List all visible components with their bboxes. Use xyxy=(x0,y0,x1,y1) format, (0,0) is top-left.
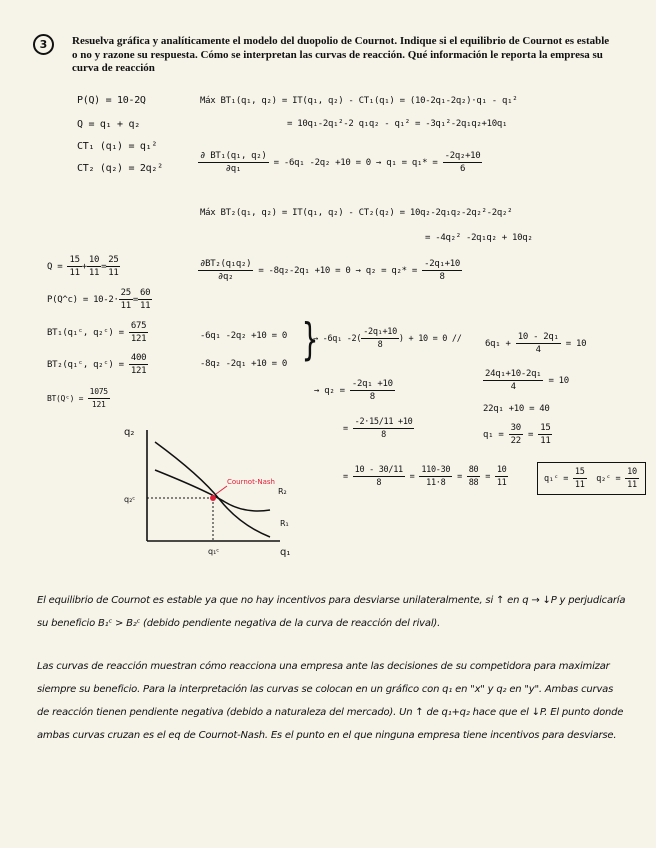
brace: } xyxy=(301,314,319,365)
total-quantity-result: Q = $\frac{15}{11}$ + $\frac{10}{11}$ = $\frac{25}{11}$ xyxy=(47,255,119,278)
r1-label: R₁ xyxy=(280,519,289,528)
p-a-num: 25 xyxy=(120,288,131,298)
cost-firm-1: CT₁ (q₁) = q₁² xyxy=(77,141,158,152)
q2-c2-num: 110-30 xyxy=(421,465,451,475)
q2-b-eq: = xyxy=(343,424,348,434)
q2-c4-num: 10 xyxy=(496,465,507,475)
substitution xyxy=(313,326,462,351)
question-text: Resuelva gráfica y analíticamente el modelo del duopolio de Cournot. Indique si el equilibrio de Cournot es estable o no y razone su respuesta. Cómo se interpretan las curvas de reacción. Qué información le reporta la empresa su curva de reacción xyxy=(72,35,610,74)
p-lhs: P(Q^c) = 10-2· xyxy=(47,295,119,305)
stability-paragraph: El equilibrio de Cournot es estable ya que no hay incentivos para desviarse unilateralmente, si ↑ en q → ↓P y perjudicaría su beneficio B₁ᶜ > B₂ᶜ (debido pendiente negativa de la curva de reacción del rival). xyxy=(37,595,626,629)
q2-c2-eq: = xyxy=(409,472,415,482)
q2-c3-num: 80 xyxy=(468,465,479,475)
sub-rest: ) + 10 = 0 // xyxy=(398,334,462,344)
bt2-num: 400 xyxy=(130,353,147,363)
sub-den: 8 xyxy=(377,340,383,350)
bt1-num: 675 xyxy=(130,321,147,331)
eq-q2-label: q₂ᶜ xyxy=(124,495,136,504)
price-result: P(Q^c) = 10-2· $\frac{25}{11}$ = $\frac{60}{11}$ xyxy=(47,288,151,311)
r1-rhs: = 10 xyxy=(565,339,587,349)
x-axis-label: q₁ xyxy=(280,547,291,558)
firm2-deriv-den: ∂q₂ xyxy=(217,272,234,282)
q2-c2-den: 11·8 xyxy=(426,478,446,488)
q2-a-den: 8 xyxy=(369,392,375,402)
solve-step-4 xyxy=(483,422,552,447)
q2-c3-eq: = xyxy=(457,472,462,482)
profit-total-result xyxy=(47,386,110,411)
answer-q1-den: 11 xyxy=(574,480,585,490)
q-b-den: 11 xyxy=(88,268,100,278)
question-number: 3 xyxy=(33,34,54,55)
q2-b-den: 8 xyxy=(381,430,386,440)
bt1-lhs: BT₁(q₁ᶜ, q₂ᶜ) = xyxy=(47,328,124,338)
r1-lhs: 6q₁ + xyxy=(485,339,511,349)
r2-rhs: = 10 xyxy=(548,376,569,386)
sub-lhs: → -6q₁ -2( xyxy=(313,334,362,344)
firm2-react-den: 8 xyxy=(439,272,445,282)
q2-b-num: -2·15/11 +10 xyxy=(354,417,413,427)
firm1-profit-expanded: = 10q₁-2q₁²-2 q₁q₂ - q₁² = -3q₁²-2q₁q₂+10q₁ xyxy=(287,119,508,129)
bt-num: 1075 xyxy=(88,386,110,399)
q2-c-eq: = xyxy=(343,472,348,482)
demand-function: P(Q) = 10-2Q xyxy=(77,95,146,106)
firm1-deriv-num: ∂ BT₁(q₁, q₂) xyxy=(200,151,267,161)
q2-a-num: -2q₁ +10 xyxy=(351,379,393,389)
answer-q2-den: 11 xyxy=(627,480,637,490)
profit-firm2-result xyxy=(47,352,148,377)
p-a-den: 11 xyxy=(120,301,131,311)
bt1-den: 121 xyxy=(130,334,147,344)
q2-lhs: → q₂ = xyxy=(314,386,345,396)
bt2-lhs: BT₂(q₁ᶜ, q₂ᶜ) = xyxy=(47,360,124,370)
bt-lhs: BT(Qᶜ) = xyxy=(47,394,84,403)
firm1-max-profit: Máx BT₁(q₁, q₂) = IT(q₁, q₂) - CT₁(q₁) = (10-2q₁-2q₂)·q₁ - q₁² xyxy=(200,96,518,106)
q-c-num: 25 xyxy=(108,255,119,265)
y-axis-label: q₂ xyxy=(124,427,135,438)
firm2-deriv-rest: = -8q₂-2q₁ +10 = 0 → q₂ = q₂* = xyxy=(258,266,417,276)
q2-c3-den: 88 xyxy=(468,478,479,488)
r4-num: 30 xyxy=(510,423,521,433)
q2-step-a xyxy=(314,378,395,403)
reaction-curves-graph xyxy=(110,420,310,570)
firm2-max-profit: Máx BT₂(q₁, q₂) = IT(q₁, q₂) - CT₂(q₂) = 10q₂-2q₁q₂-2q₂²-2q₂² xyxy=(200,208,513,218)
bt2-den: 121 xyxy=(130,366,147,376)
firm2-profit-expanded: = -4q₂² -2q₁q₂ + 10q₂ xyxy=(425,233,533,243)
profit-firm1-result xyxy=(47,320,148,345)
firm1-deriv-rest: = -6q₁ -2q₂ +10 = 0 → q₁ = q₁* = xyxy=(273,158,438,168)
q2-c4-den: 11 xyxy=(496,478,507,488)
cost-firm-2: CT₂ (q₂) = 2q₂² xyxy=(77,163,163,174)
q2-c4-eq: = xyxy=(485,472,491,482)
q2-step-c xyxy=(343,464,508,489)
bt-den: 121 xyxy=(91,400,106,409)
firm1-deriv-den: ∂q₁ xyxy=(225,164,241,174)
r2-num: 24q₁+10-2q₁ xyxy=(485,369,542,379)
r1-den: 4 xyxy=(535,345,541,355)
r4-num2: 15 xyxy=(540,423,551,433)
q2-c-num: 10 - 30/11 xyxy=(354,465,403,475)
sub-num: -2q₁+10 xyxy=(363,327,397,337)
r2-den: 4 xyxy=(510,382,516,392)
firm2-deriv-num: ∂BT₂(q₁q₂) xyxy=(200,259,252,269)
firm2-react-num: -2q₁+10 xyxy=(424,259,460,269)
system-eq2: -8q₂ -2q₁ +10 = 0 xyxy=(200,359,288,369)
firm1-derivative xyxy=(198,150,482,175)
r4-lhs: q₁ = xyxy=(483,430,504,440)
answer-q1-num: 15 xyxy=(574,467,585,477)
interpretation-paragraph: Las curvas de reacción muestran cómo reacciona una empresa ante las decisiones de su competidora para maximizar siempre su beneficio. Para la interpretación las curvas se colocan en un gráfico con q₁ en "x" y q₂ en "y". Ambas curvas de reacción tienen pendiente negativa (debido a naturaleza del mercado). Un ↑ de q₁+q₂ hace que el ↓P. El punto donde ambas curvas cruzan es el eq de Cournot-Nash. Es el punto en el que ninguna empresa tiene incentivos para desviarse. xyxy=(37,661,624,741)
equilibrium-answer-box xyxy=(537,462,646,495)
nash-label: Cournot-Nash xyxy=(227,478,275,486)
p-b-num: 60 xyxy=(140,288,151,298)
r1-num: 10 - 2q₁ xyxy=(517,332,559,342)
total-quantity: Q = q₁ + q₂ xyxy=(77,119,140,130)
firm2-derivative xyxy=(198,258,462,283)
firm1-react-den: 6 xyxy=(459,164,466,174)
r2-label: R₂ xyxy=(278,487,287,496)
system-eq1: -6q₁ -2q₂ +10 = 0 xyxy=(200,331,288,341)
p-b-den: 11 xyxy=(140,301,151,311)
answer-q1-lhs: q₁ᶜ = xyxy=(544,474,569,484)
nash-point xyxy=(210,495,216,501)
answer-q2-lhs: q₂ᶜ = xyxy=(596,474,621,484)
q2-c-den: 8 xyxy=(376,478,382,488)
q-a-num: 15 xyxy=(69,255,80,265)
q-b-num: 10 xyxy=(88,255,100,265)
r4-den: 22 xyxy=(510,436,521,446)
q-lhs: Q = xyxy=(47,262,63,272)
q-c-den: 11 xyxy=(108,268,119,278)
r4-eq: = xyxy=(527,430,534,440)
answer-q2-num: 10 xyxy=(627,467,637,477)
q-a-den: 11 xyxy=(69,268,80,278)
solve-step-2 xyxy=(483,368,569,393)
solve-step-1 xyxy=(485,331,586,356)
eq-q1-label: q₁ᶜ xyxy=(208,547,220,556)
solve-step-3: 22q₁ +10 = 40 xyxy=(483,404,550,414)
r4-den2: 11 xyxy=(540,436,551,446)
nash-pointer xyxy=(216,486,227,494)
q2-step-b xyxy=(343,416,414,441)
firm1-react-num: -2q₂+10 xyxy=(444,151,481,161)
